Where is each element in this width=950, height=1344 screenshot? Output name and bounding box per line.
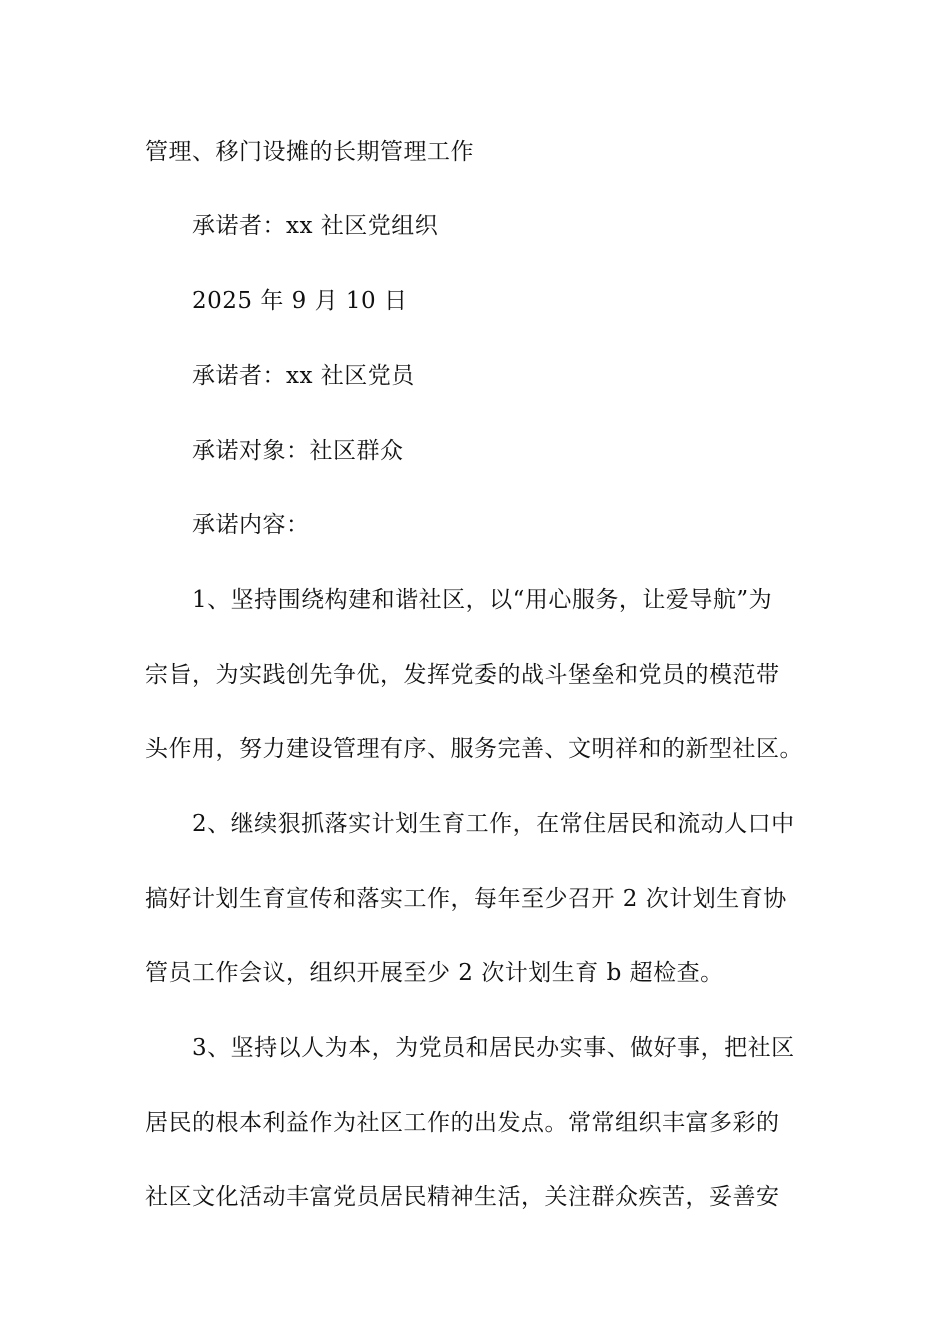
text-line-1: 管理、移门设摊的长期管理工作 [145, 139, 474, 165]
item-1-line-1: 1、坚持围绕构建和谐社区，以“用心服务，让爱导航”为 [192, 587, 773, 613]
item-1-line-3: 头作用，努力建设管理有序、服务完善、文明祥和的新型社区。 [145, 736, 803, 762]
item-1-line-2: 宗旨，为实践创先争优，发挥党委的战斗堡垒和党员的模范带 [145, 662, 780, 688]
item-3-line-1: 3、坚持以人为本，为党员和居民办实事、做好事，把社区 [192, 1035, 795, 1061]
pledge-content-heading: 承诺内容： [192, 512, 310, 538]
pledge-target-line: 承诺对象：社区群众 [192, 438, 404, 464]
date-line: 2025 年 9 月 10 日 [192, 288, 408, 314]
item-3-line-2: 居民的根本利益作为社区工作的出发点。常常组织丰富多彩的 [145, 1110, 780, 1136]
item-3-line-3: 社区文化活动丰富党员居民精神生活，关注群众疾苦，妥善安 [145, 1184, 780, 1210]
item-2-line-3: 管员工作会议，组织开展至少 2 次计划生育 b 超检查。 [145, 960, 724, 986]
item-2-line-1: 2、继续狠抓落实计划生育工作，在常住居民和流动人口中 [192, 811, 795, 837]
pledger-member-line: 承诺者：xx 社区党员 [192, 363, 415, 389]
pledger-org-line: 承诺者：xx 社区党组织 [192, 213, 439, 239]
item-2-line-2: 搞好计划生育宣传和落实工作，每年至少召开 2 次计划生育协 [145, 886, 787, 912]
